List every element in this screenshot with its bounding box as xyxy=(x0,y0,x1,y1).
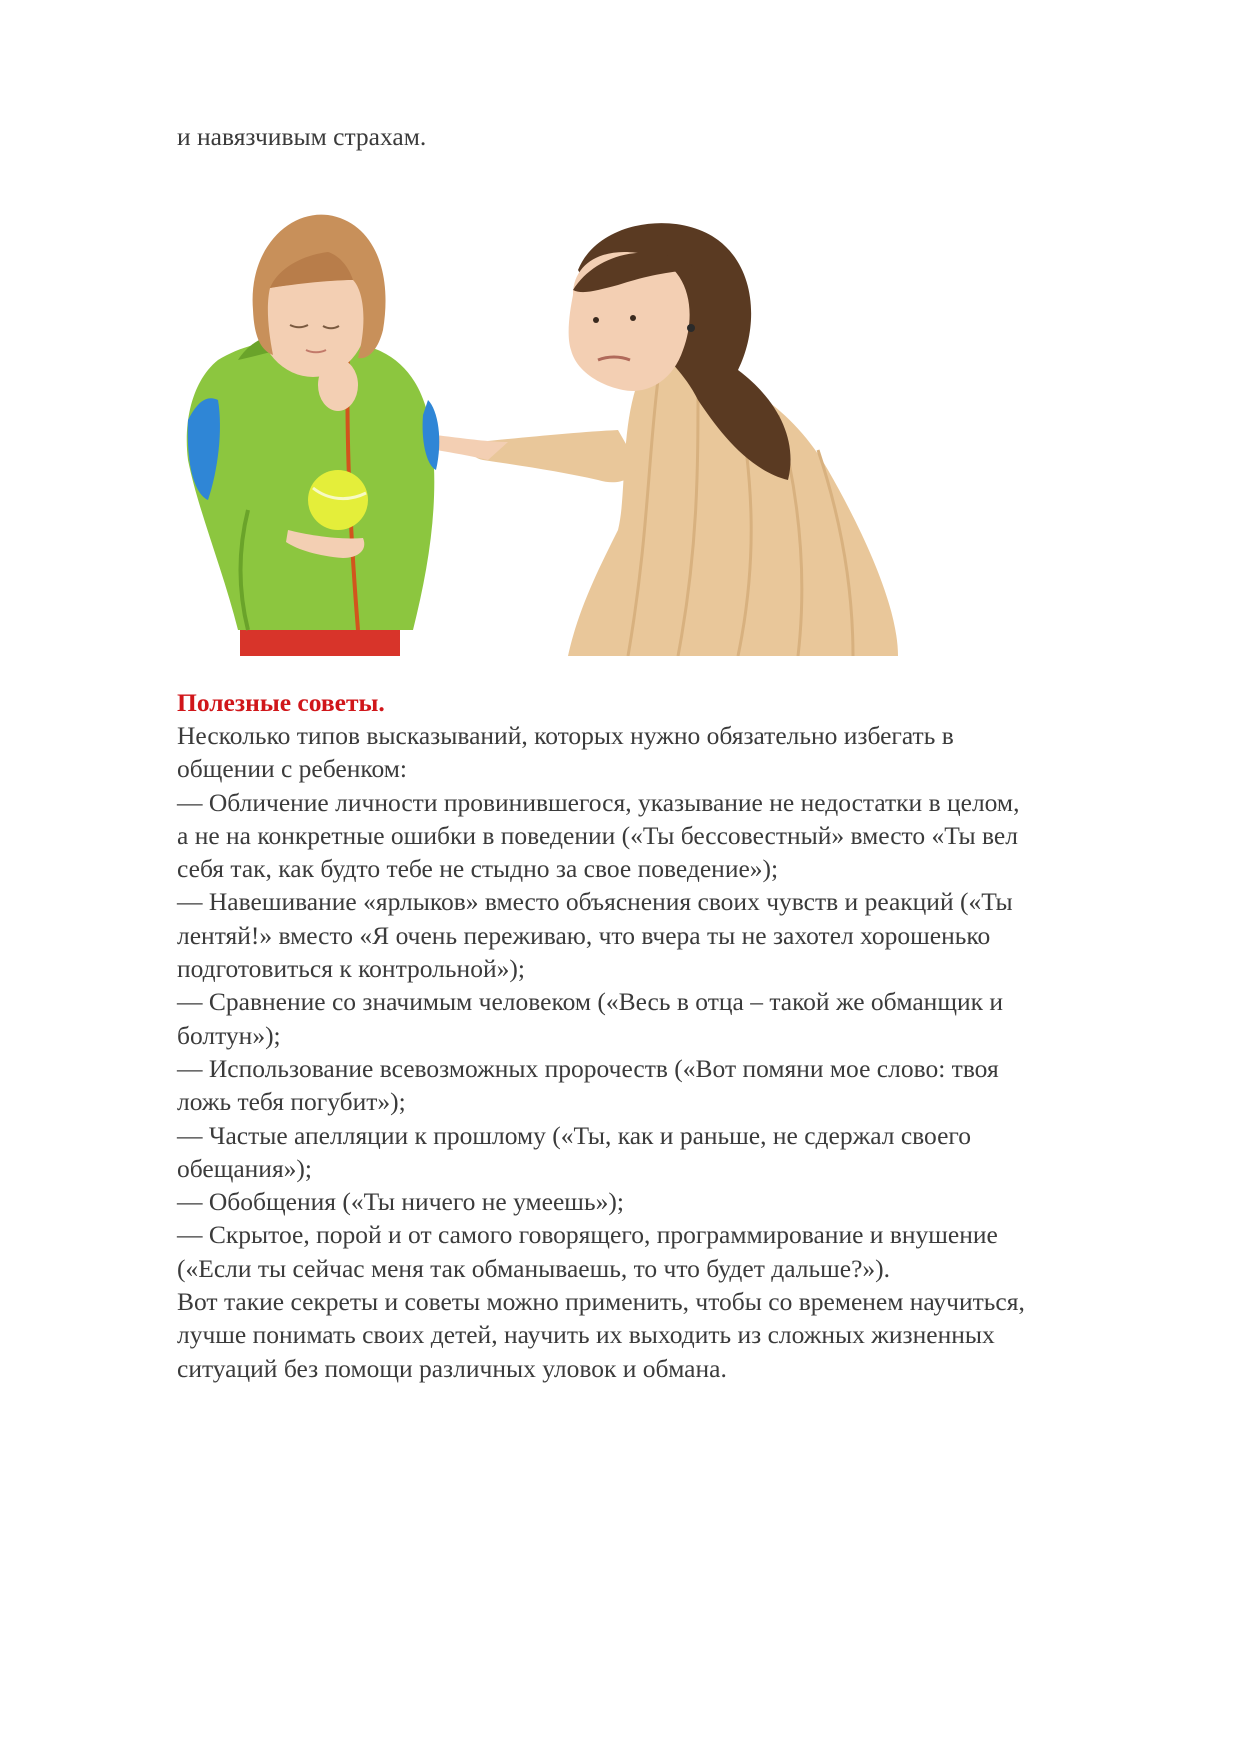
paragraph-line: — Скрытое, порой и от самого говорящего, программирование и внушение xyxy=(177,1220,998,1250)
paragraph-line: себя так, как будто тебе не стыдно за свое поведение»); xyxy=(177,854,779,884)
paragraph-line: — Сравнение со значимым человеком («Весь в отца – такой же обманщик и xyxy=(177,987,1004,1017)
child-pants xyxy=(240,630,400,656)
paragraph-line: Несколько типов высказываний, которых нужно обязательно избегать в xyxy=(177,721,954,750)
paragraph-line: ситуаций без помощи различных уловок и обмана. xyxy=(177,1353,727,1383)
intro-line: и навязчивым страхам. xyxy=(177,122,427,151)
paragraph-line: обещания»); xyxy=(177,1153,313,1183)
illustration-photo xyxy=(178,210,898,656)
child-jacket xyxy=(187,338,435,630)
tennis-ball xyxy=(308,470,368,530)
photo-mother-scolding-child-icon xyxy=(178,210,898,656)
paragraph-line: подготовиться к контрольной»); xyxy=(177,954,525,984)
paragraph-line: а не на конкретные ошибки в поведении («Ты бессовестный» вместо «Ты вел xyxy=(177,820,1018,850)
paragraph-line: лентяй!» вместо «Я очень переживаю, что вчера ты не захотел хорошенько xyxy=(177,920,991,950)
paragraph-line: — Частые апелляции к прошлому («Ты, как и раньше, не сдержал своего xyxy=(177,1120,971,1150)
paragraph-line: («Если ты сейчас меня так обманываешь, то что будет дальше?»). xyxy=(177,1253,891,1283)
paragraph-line: — Обличение личности провинившегося, указывание не недостатки в целом, xyxy=(177,787,1020,817)
paragraph-line: — Использование всевозможных пророчеств («Вот помяни мое слово: твоя xyxy=(177,1053,999,1083)
section-heading: Полезные советы. xyxy=(177,688,385,717)
paragraph-line: ложь тебя погубит»); xyxy=(177,1087,406,1117)
paragraph-line: — Навешивание «ярлыков» вместо объяснения своих чувств и реакций («Ты xyxy=(177,887,1013,917)
paragraph-line: — Обобщения («Ты ничего не умеешь»); xyxy=(177,1187,624,1217)
paragraph-line: болтун»); xyxy=(177,1020,281,1050)
advice-paragraph xyxy=(177,719,1177,1385)
paragraph-line: Вот такие секреты и советы можно применить, чтобы со временем научиться, xyxy=(177,1287,1025,1317)
paragraph-line: общении с ребенком: xyxy=(177,754,407,784)
woman-arm xyxy=(472,430,638,482)
paragraph-line: лучше понимать своих детей, научить их выходить из сложных жизненных xyxy=(177,1320,995,1350)
